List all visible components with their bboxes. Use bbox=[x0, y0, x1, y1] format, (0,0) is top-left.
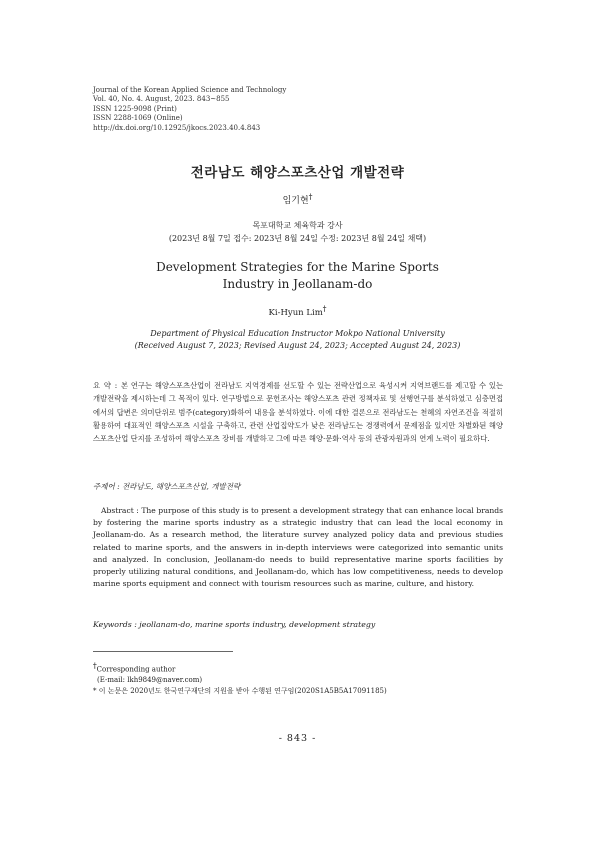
korean-dates: (2023년 8월 7일 접수: 2023년 8월 24일 수정: 2023년 8월 24일 채택) bbox=[168, 234, 427, 243]
english-author-name: Ki-Hyun Lim bbox=[268, 307, 323, 318]
english-affiliation bbox=[0, 328, 595, 352]
journal-issn-print: ISSN 1225-9098 (Print) bbox=[93, 104, 177, 113]
dagger-mark: † bbox=[93, 661, 97, 670]
korean-author-name: 임기현 bbox=[282, 196, 309, 206]
footnote-email: (E-mail: lkh9849@naver.com) bbox=[97, 676, 203, 685]
footnotes bbox=[93, 660, 387, 697]
english-abstract-text: The purpose of this study is to present a development strategy that can enhance local brands by fostering the marine sports industry as a strategic industry that can lead the local economy in Jeollanam-do. As a research method, the literature survey analyzed policy data and previous studies related to marine sports, and the answers in in-depth interviews were categorized into semantic units and analyzed. In conclusion, Jeollanam-do needs to build representative marine sports facilities by properly utilizing natural conditions, and Jeollanam-do, which has low competitiveness, needs to develop marine sports equipment and connect with tourism resources such as marine, culture, and history. bbox=[93, 506, 503, 589]
korean-abstract bbox=[93, 379, 503, 445]
journal-doi: http://dx.doi.org/10.12925/jkocs.2023.40.4.843 bbox=[93, 123, 261, 132]
footnote-funding: * 이 논문은 2020년도 한국연구재단의 지원을 받아 수행된 연구임(2020S1A5B5A17091185) bbox=[93, 687, 387, 696]
english-abstract-label: Abstract : bbox=[101, 506, 142, 515]
english-dates: (Received August 7, 2023; Revised August 24, 2023; Accepted August 24, 2023) bbox=[134, 341, 461, 350]
english-author bbox=[0, 304, 595, 318]
dagger-mark: † bbox=[322, 304, 327, 313]
corresponding-label: Corresponding author bbox=[96, 665, 176, 674]
journal-volume: Vol. 40, No. 4. August, 2023. 843~855 bbox=[93, 95, 230, 104]
english-keywords: Keywords : jeollanam-do, marine sports industry, development strategy bbox=[93, 620, 376, 629]
page-number: - 843 - bbox=[278, 733, 317, 744]
journal-issn-online: ISSN 2288-1069 (Online) bbox=[93, 114, 183, 123]
english-abstract bbox=[93, 505, 503, 590]
korean-title: 전라남도 해양스포츠산업 개발전략 bbox=[190, 165, 405, 181]
dagger-mark: † bbox=[308, 192, 313, 201]
english-title: Development Strategies for the Marine Sports Industry in Jeollanam-do bbox=[156, 260, 439, 291]
journal-name: Journal of the Korean Applied Science and Technology bbox=[93, 86, 287, 94]
korean-author bbox=[0, 192, 595, 206]
korean-abstract-label: 요 약 : bbox=[93, 381, 122, 390]
footnote-divider bbox=[93, 651, 233, 652]
korean-abstract-text: 본 연구는 해양스포츠산업이 전라남도 지역경제를 선도할 수 있는 전략산업으로 육성시켜 지역브랜드를 제고할 수 있는 개발전략을 제시하는데 그 목적이 있다. 연구방법으로 문헌조사는 해양스포츠 관련 정책자료 및 선행연구를 분석하였고 심층면접에서의 답변은 의미단위로 범주(category)화하여 내용을 분석하였다. 이에 대한 결론으로 전라남도는 천혜의 자연조건을 적절히 활용하여 대표적인 해양스포츠 시설을 구축하고, 관련 산업집약도가 낮은 전라남도는 경쟁력에서 문제점을 있지만 차별화된 해양스포츠산업 단지를 조성하여 해양스포츠 장비를 개발하고 그에 따른 해양·문화·역사 등의 관광자원과의 연계 노력이 필요하다. bbox=[93, 381, 504, 444]
korean-affiliation-name: 목포대학교 체육학과 강사 bbox=[252, 221, 343, 230]
english-affiliation-name: Department of Physical Education Instructor Mokpo National University bbox=[150, 329, 445, 338]
footnote-corresponding bbox=[93, 660, 387, 675]
journal-info bbox=[93, 86, 286, 133]
korean-keywords: 주제어 : 전라남도, 해양스포츠산업, 개발전략 bbox=[93, 482, 241, 491]
korean-affiliation bbox=[0, 219, 595, 245]
